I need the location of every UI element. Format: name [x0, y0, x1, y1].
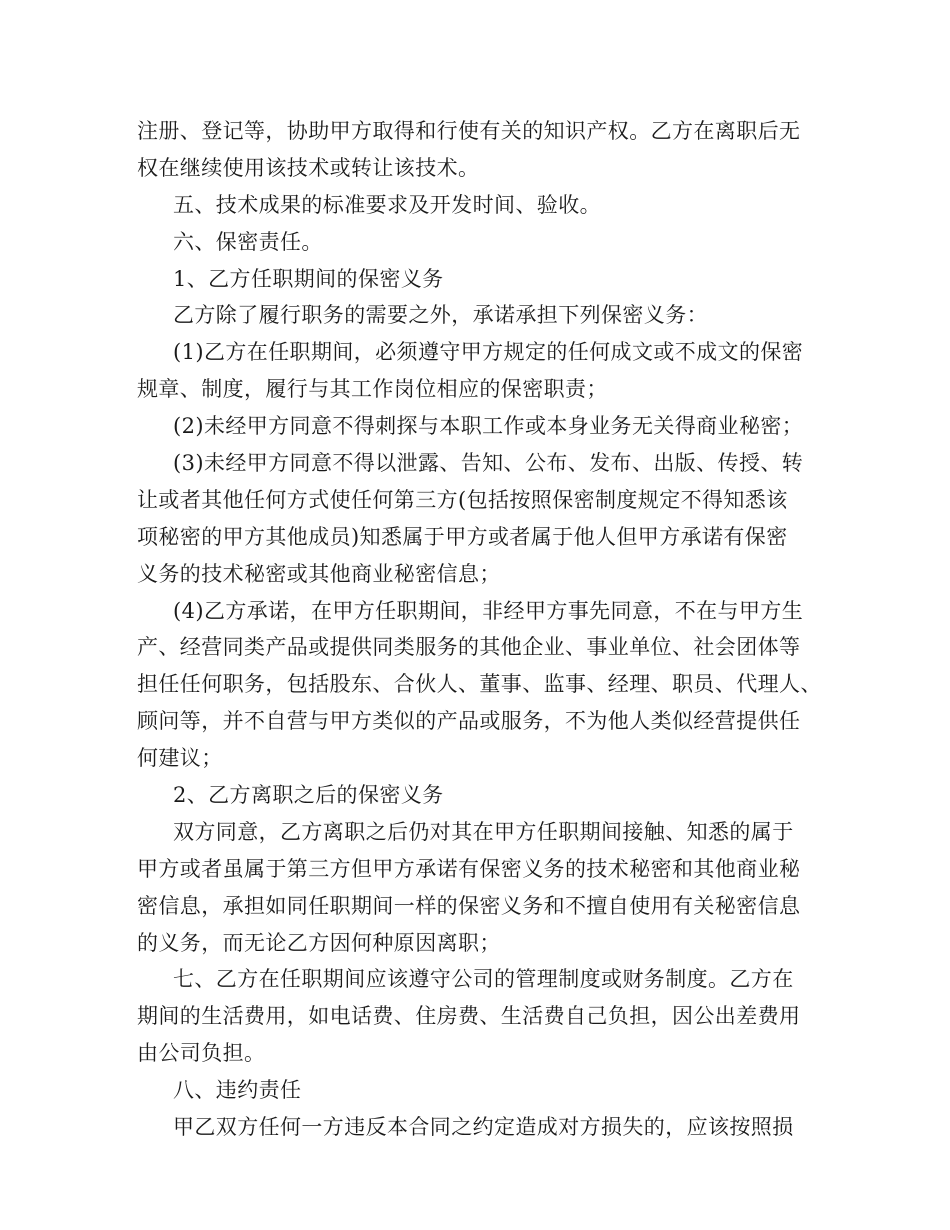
- document-line: 六、保密责任。: [173, 229, 323, 254]
- document-line: 项秘密的甲方其他成员)知悉属于甲方或者属于他人但甲方承诺有保密: [137, 524, 788, 549]
- document-line: 甲乙双方任何一方违反本合同之约定造成对方损失的，应该按照损: [173, 1115, 794, 1140]
- document-line: (3)未经甲方同意不得以泄露、告知、公布、发布、出版、传授、转: [173, 451, 804, 476]
- document-line: (1)乙方在任职期间，必须遵守甲方规定的任何成文或不成文的保密: [173, 340, 804, 365]
- document-line: 的义务，而无论乙方因何种原因离职；: [137, 930, 501, 955]
- document-line: 义务的技术秘密或其他商业秘密信息；: [137, 561, 501, 586]
- document-line: 五、技术成果的标准要求及开发时间、验收。: [173, 192, 601, 217]
- document-line: (4)乙方承诺，在甲方任职期间，非经甲方事先同意，不在与甲方生: [173, 598, 804, 623]
- document-body: [137, 113, 827, 1146]
- document-line: 八、违约责任: [173, 1078, 302, 1103]
- document-line: 顾问等，并不自营与甲方类似的产品或服务，不为他人类似经营提供任: [137, 709, 801, 734]
- document-line: 1、乙方任职期间的保密义务: [173, 266, 444, 291]
- document-line: 甲方或者虽属于第三方但甲方承诺有保密义务的技术秘密和其他商业秘: [137, 856, 801, 881]
- document-line: 担任任何职务，包括股东、合伙人、董事、监事、经理、职员、代理人、: [137, 672, 822, 697]
- document-line: 2、乙方离职之后的保密义务: [173, 783, 444, 808]
- document-line: 产、经营同类产品或提供同类服务的其他企业、事业单位、社会团体等: [137, 635, 801, 660]
- document-line: 由公司负担。: [137, 1041, 266, 1066]
- document-line: 注册、登记等，协助甲方取得和行使有关的知识产权。乙方在离职后无: [137, 119, 801, 143]
- document-line: 规章、制度，履行与其工作岗位相应的保密职责；: [137, 377, 608, 402]
- document-line: 双方同意，乙方离职之后仍对其在甲方任职期间接触、知悉的属于: [173, 819, 794, 844]
- document-line: 密信息，承担如同任职期间一样的保密义务和不擅自使用有关秘密信息: [137, 893, 801, 918]
- document-line: 期间的生活费用，如电话费、住房费、生活费自己负担，因公出差费用: [137, 1004, 801, 1029]
- document-line: 让或者其他任何方式使任何第三方(包括按照保密制度规定不得知悉该: [137, 487, 788, 512]
- document-line: 乙方除了履行职务的需要之外，承诺承担下列保密义务：: [173, 303, 708, 328]
- document-line: 何建议；: [137, 746, 223, 771]
- document-line: 权在继续使用该技术或转让该技术。: [137, 155, 480, 180]
- document-line: 七、乙方在任职期间应该遵守公司的管理制度或财务制度。乙方在: [173, 967, 794, 992]
- document-line: (2)未经甲方同意不得刺探与本职工作或本身业务无关得商业秘密；: [173, 414, 804, 439]
